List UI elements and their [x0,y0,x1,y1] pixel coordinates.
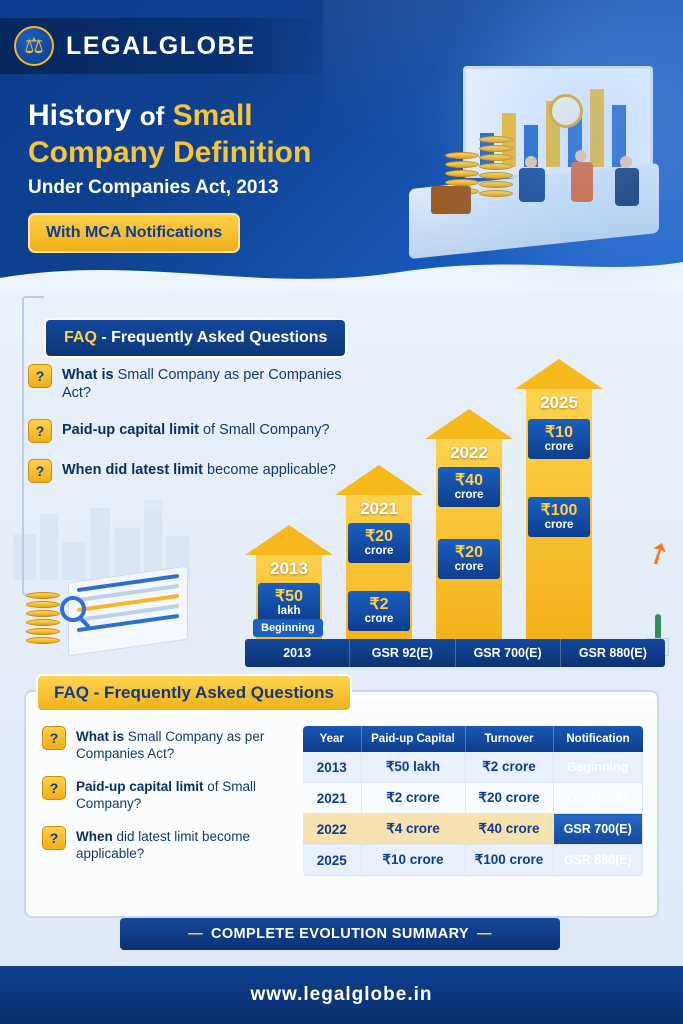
arrow-body [526,389,592,667]
arrow-head-icon [425,409,513,439]
monitor-bar [568,117,582,167]
bar-secondary-panel [438,539,500,579]
question-mark-icon: ? [28,459,52,483]
cell-year: 2022 [303,814,361,845]
title-part-history: History [28,99,132,132]
title-part-small: Small [172,99,253,132]
monitor-bar [524,125,538,167]
monitor-bar [502,113,516,167]
bar-secondary-value [530,502,588,532]
table-row[interactable] [303,845,643,876]
briefcase-icon [431,186,471,214]
mca-badge: With MCA Notifications [28,213,240,253]
bar-value-panel [528,419,590,459]
faq-item-rest: Small Company as per Companies Act? [62,367,342,402]
table-row[interactable] [303,752,643,783]
bar-value-panel [348,523,410,563]
documents-illustration [16,556,246,666]
cell-capital: ₹4 crore [361,814,465,845]
faq-top-heading-bold: FAQ [64,329,97,346]
question-mark-icon: ? [42,726,66,750]
title-block [28,98,388,253]
bar-value-panel [438,467,500,507]
faq-item[interactable] [42,776,304,812]
column-header-notification: Notification [553,726,643,752]
bar-unit: crore [454,561,484,574]
cell-capital: ₹50 lakh [361,752,465,783]
ribbon-dash-left: — [188,926,203,942]
bar-unit: crore [454,489,484,502]
summary-card [24,683,659,918]
desk-platform [409,163,659,259]
title-part-of: of [139,101,165,131]
brand-bar [0,18,330,74]
bar-amount: ₹20 [455,544,483,561]
bar-primary-value [530,424,588,454]
cell-notification: Beginning [553,752,643,783]
faq-item-text [76,776,304,812]
bar-year-label: 2025 [540,393,578,412]
growth-trend-arrow-icon: ➚ [639,533,678,574]
evolution-table [303,726,643,876]
cell-capital: ₹2 crore [361,783,465,814]
faq-item-rest: of Small Company? [76,779,257,811]
monitor-bar [612,105,626,167]
ribbon-dash-right: — [476,926,492,942]
table-header-row [303,726,643,752]
coin-stack-icon [445,150,479,195]
footer-bar [0,966,683,1024]
footer-url[interactable]: www.legalglobe.in [250,984,433,1005]
bar-amount: ₹20 [365,528,393,545]
cell-turnover: ₹40 crore [465,814,553,845]
faq-item-rest: Small Company as per Companies Act? [76,729,265,761]
faq-item-rest: did latest limit become applicable? [76,829,251,861]
header-illustration [359,58,679,288]
faq-item-rest: become applicable? [202,461,336,478]
bar-unit: crore [544,441,574,454]
coin-stack-icon [479,134,513,197]
faq-item-bold: What is [76,729,125,744]
bar-primary-value [440,472,498,502]
page-subtitle: Under Companies Act, 2013 [28,176,279,198]
person-standing [615,168,639,206]
faq-item-bold: Paid-up capital limit [62,421,199,438]
arrow-body [436,439,502,667]
wave-divider [0,248,683,292]
document-page [68,566,188,657]
bar-secondary-value [440,544,498,574]
bar-secondary-panel [528,497,590,537]
table-row[interactable] [303,814,643,845]
chart-bar-2021[interactable] [335,465,423,667]
bar-year-label: 2021 [360,499,398,518]
bar-primary-value [350,528,408,558]
person-head [575,150,587,162]
bar-unit: crore [364,613,394,626]
cell-notification: GSR 92(E) [553,783,643,814]
bar-amount: ₹100 [540,502,578,519]
person-head [620,156,632,168]
table-row[interactable] [303,783,643,814]
bar-amount: ₹50 [275,588,303,605]
bar-value-panel [258,583,320,623]
bar-unit: lakh [277,605,301,618]
coin-stack-icon [26,590,60,644]
axis-tick-2013: 2013 [245,639,350,667]
faq-bottom-list [42,726,304,876]
question-mark-icon: ? [42,826,66,850]
scales-of-justice-icon: ⚖ [14,26,54,66]
bar-unit: crore [544,519,574,532]
beginning-tag: Beginning [253,619,323,637]
bar-amount: ₹40 [455,472,483,489]
question-mark-icon: ? [28,364,52,388]
faq-item-text [76,826,304,862]
bar-amount: ₹2 [369,596,389,613]
faq-item[interactable] [42,826,304,862]
cell-year: 2025 [303,845,361,876]
faq-item[interactable] [42,726,304,762]
cell-turnover: ₹100 crore [465,845,553,876]
faq-item-text [76,726,304,762]
column-header-capital: Paid-up Capital [361,726,465,752]
faq-item-bold: When did latest limit [62,461,203,478]
faq-item-rest: of Small Company? [198,421,330,438]
chart-bar-2022[interactable] [425,409,513,667]
faq-item-bold: What is [62,367,114,383]
cell-turnover: ₹2 crore [465,752,553,783]
faq-top-heading-rest: - Frequently Asked Questions [96,329,328,346]
cell-year: 2013 [303,752,361,783]
axis-tick-2022: GSR 700(E) [456,639,561,667]
faq-bottom-heading-rest: - Frequently Asked Questions [88,683,334,702]
ribbon-text: COMPLETE EVOLUTION SUMMARY [211,926,469,942]
header-banner [0,0,683,292]
bar-primary-value [260,588,318,618]
faq-bottom-heading [36,674,352,712]
cell-notification: GSR 880(E) [553,845,643,876]
faq-bottom-heading-bold: FAQ [54,683,89,702]
bar-year-label: 2013 [270,559,308,578]
cell-year: 2021 [303,783,361,814]
chart-axis-strip [245,639,665,667]
summary-ribbon [120,918,560,950]
faq-item-bold: When [76,829,113,844]
faq-item-bold: Paid-up capital limit [76,779,204,794]
page-title [28,98,388,133]
cell-capital: ₹10 crore [361,845,465,876]
arrow-head-icon [335,465,423,495]
title-line-2: Company Definition [28,136,312,170]
bar-year-label: 2022 [450,443,488,462]
chart-bar-2025[interactable] [515,359,603,667]
bar-secondary-panel [348,591,410,631]
clock-icon [549,94,583,128]
chart-monitor-icon [463,66,653,178]
question-mark-icon: ? [28,419,52,443]
column-header-year: Year [303,726,361,752]
column-header-turnover: Turnover [465,726,553,752]
arrow-head-icon [245,525,333,555]
axis-tick-2025: GSR 880(E) [578,646,647,660]
arrow-head-icon [515,359,603,389]
bar-unit: crore [364,545,394,558]
axis-tick-2021: GSR 92(E) [350,639,455,667]
brand-name: LEGALGLOBE [66,31,256,60]
bar-amount: ₹10 [545,424,573,441]
cell-notification: GSR 700(E) [553,814,643,845]
bar-secondary-value [350,596,408,626]
person-standing [571,162,593,202]
person-head [525,156,537,168]
monitor-bar [480,133,494,167]
magnifier-icon [60,596,86,622]
person-seated [519,168,545,202]
growth-arrow-chart [245,352,678,667]
cell-turnover: ₹20 crore [465,783,553,814]
monitor-bar [590,89,604,167]
monitor-bar [546,101,560,167]
question-mark-icon: ? [42,776,66,800]
